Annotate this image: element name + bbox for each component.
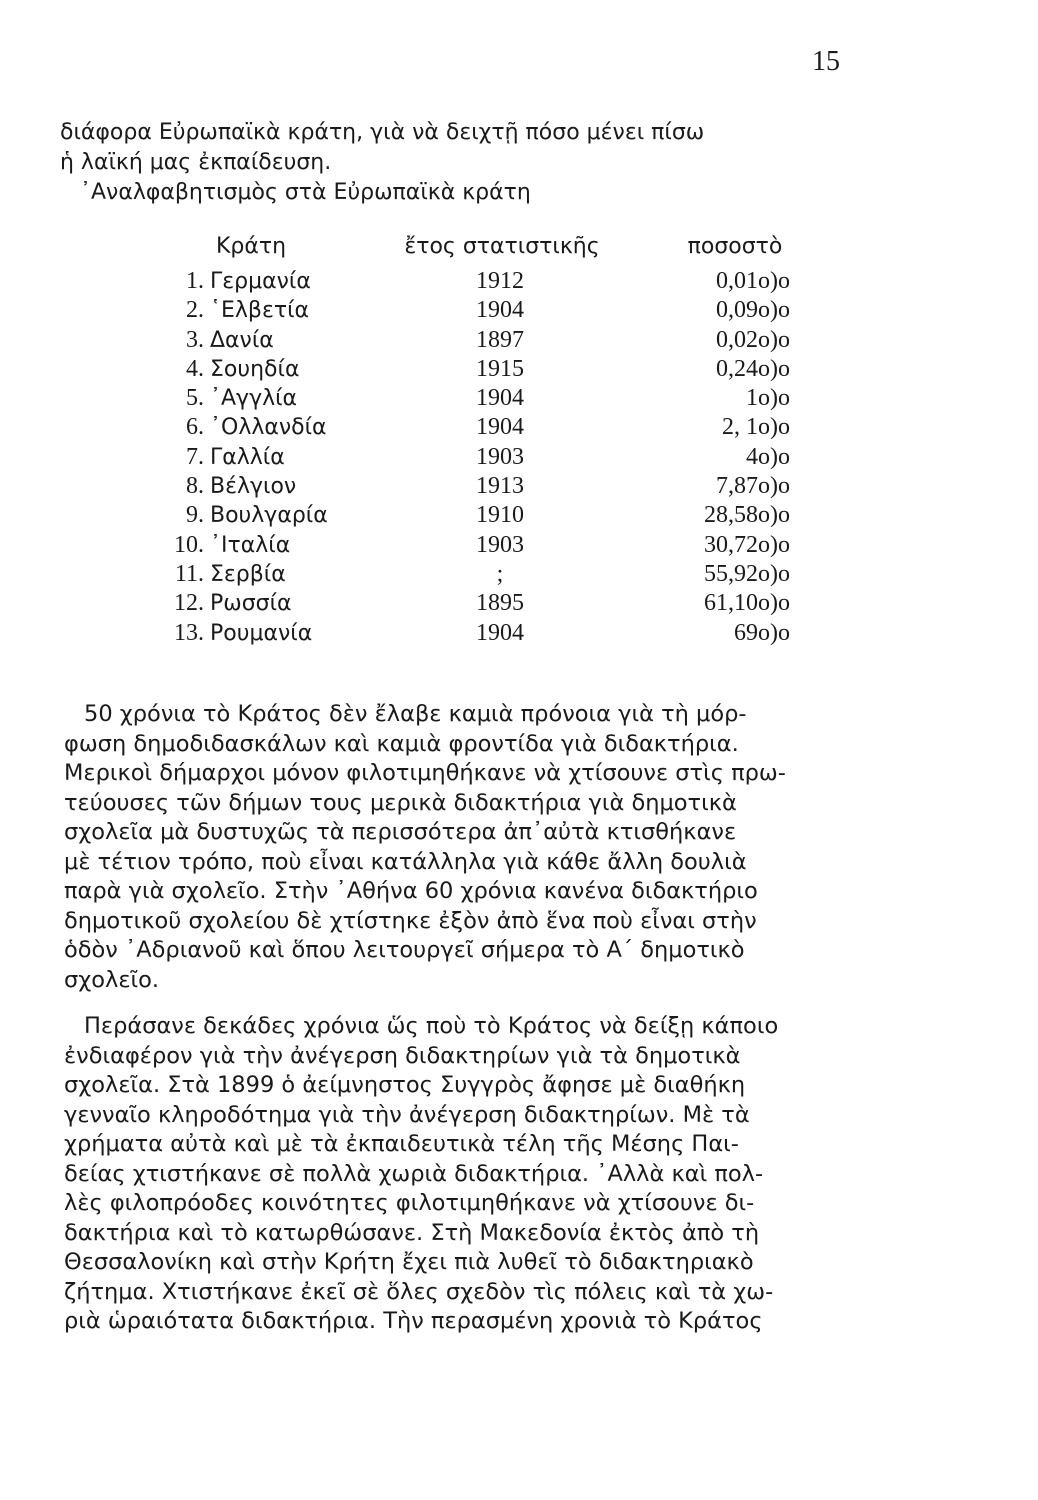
row-percent: 30,72ο)ο	[704, 531, 790, 558]
row-percent: 28,58ο)ο	[704, 502, 790, 529]
table-row	[160, 473, 810, 502]
row-year: 1904	[476, 619, 524, 646]
row-percent: 0,09ο)ο	[716, 297, 790, 324]
row-percent: 61,10ο)ο	[704, 590, 790, 617]
row-country: Σερβία	[210, 561, 286, 587]
row-number: 1.	[186, 268, 204, 294]
row-number: 7.	[186, 443, 204, 470]
text-line: φωση δημοδιδασκάλων καὶ καμιὰ φροντίδα γιὰ διδακτήρια.	[64, 730, 739, 757]
text-line: σχολεῖα. Στὰ 1899 ὁ ἀείμνηστος Συγγρὸς ἄφησε μὲ διαθήκη	[64, 1072, 746, 1098]
text-line: ριὰ ὡραιότατα διδακτήρια. Τὴν περασμένη χρονιὰ τὸ Κράτος	[64, 1308, 763, 1334]
row-percent: 69ο)ο	[734, 619, 790, 646]
row-number: 4.	[186, 355, 204, 382]
text-line: σχολεῖο.	[64, 966, 160, 993]
text-line: γενναῖο κληροδότημα γιὰ τὴν ἀνέγερση διδακτηρίων. Μὲ τὰ	[64, 1101, 750, 1128]
row-percent: 0,01ο)ο	[716, 268, 790, 294]
row-year: 1915	[476, 355, 524, 382]
text-line: Μερικοὶ δήμαρχοι μόνον φιλοτιμηθήκανε νὰ χτίσουνε στὶς πρω-	[64, 760, 786, 786]
row-country: ᾿Ολλανδία	[210, 415, 327, 441]
row-percent: 0,24ο)ο	[716, 355, 790, 382]
table-row	[160, 620, 810, 649]
row-year: ;	[496, 560, 504, 587]
row-country: Βουλγαρία	[210, 503, 328, 529]
text-line: ζήτημα. Χτιστήκανε ἐκεῖ σὲ ὅλες σχεδὸν τὶς πόλεις καὶ τὰ χω-	[64, 1278, 774, 1305]
row-year: 1910	[476, 502, 524, 529]
text-line: δημοτικοῦ σχολείου δὲ χτίστηκε ἐξὸν ἀπὸ ἕνα ποὺ εἶναι στὴν	[64, 907, 757, 934]
row-country: Σουηδία	[210, 356, 300, 382]
text-line: ἡ λαϊκή μας ἐκπαίδευση.	[60, 150, 332, 175]
row-number: 6.	[186, 414, 204, 441]
text-line: Θεσσαλονίκη καὶ στὴν Κρήτη ἔχει πιὰ λυθεῖ τὸ διδακτηριακὸ	[64, 1249, 754, 1275]
text-line: δείας χτιστήκανε σὲ πολλὰ χωριὰ διδακτήρια. ᾿Αλλὰ καὶ πολ-	[64, 1160, 764, 1187]
row-percent: 55,92ο)ο	[704, 560, 790, 587]
row-country: ᾿Αγγλία	[210, 386, 298, 412]
header-country: Κράτη	[216, 234, 287, 259]
row-number: 2.	[186, 297, 204, 324]
row-year: 1904	[476, 385, 524, 412]
illiteracy-table	[160, 234, 810, 649]
row-percent: 7,87ο)ο	[716, 473, 790, 500]
row-number: 13.	[174, 619, 204, 646]
text-line: διάφορα Εὐρωπαϊκὰ κράτη, γιὰ νὰ δειχτῇ πόσο μένει πίσω	[60, 120, 705, 145]
text-line: ἐνδιαφέρον γιὰ τὴν ἀνέγερση διδακτηρίων γιὰ τὰ δημοτικὰ	[64, 1042, 741, 1069]
row-number: 5.	[186, 385, 204, 412]
table-row	[160, 414, 810, 443]
table-caption: ᾿Αναλφαβητισμὸς στὰ Εὐρωπαϊκὰ κράτη	[80, 180, 531, 205]
text-line: μὲ τέτιον τρόπο, ποὺ εἶναι κατάλληλα γιὰ κάθε ἄλλη δουλιὰ	[64, 848, 747, 875]
row-number: 9.	[186, 502, 204, 529]
table-row	[160, 561, 810, 590]
table-row	[160, 327, 810, 356]
paragraph-school-building	[64, 1012, 924, 1337]
text-line: Περάσανε δεκάδες χρόνια ὥς ποὺ τὸ Κράτος νὰ δείξῃ κάποιο	[84, 1013, 779, 1039]
row-year: 1904	[476, 414, 524, 441]
text-line: τεύουσες τῶν δήμων τους μερικὰ διδακτήρια γιὰ δημοτικὰ	[64, 789, 737, 816]
row-country: Ρουμανία	[210, 620, 313, 646]
row-country: ᾿Ιταλία	[210, 532, 291, 558]
row-country: Βέλγιον	[210, 474, 297, 500]
row-number: 8.	[186, 473, 204, 500]
row-year: 1913	[476, 473, 524, 500]
row-country: Γαλλία	[210, 444, 285, 470]
row-country: Γερμανία	[210, 269, 311, 294]
intro-text	[60, 118, 930, 208]
row-year: 1904	[476, 297, 524, 324]
row-percent: 1ο)ο	[746, 385, 790, 412]
text-line: ὁδὸν ᾿Αδριανοῦ καὶ ὅπου λειτουργεῖ σήμερα τὸ Α΄ δημοτικὸ	[64, 937, 745, 963]
table-header	[160, 234, 810, 268]
table-row	[160, 385, 810, 414]
header-percent: ποσοστὸ	[687, 234, 783, 259]
row-number: 3.	[186, 326, 204, 353]
table-row	[160, 532, 810, 561]
table-row	[160, 444, 810, 473]
row-year: 1912	[476, 268, 524, 294]
text-line: χρήματα αὐτὰ καὶ μὲ τὰ ἐκπαιδευτικὰ τέλη τῆς Μέσης Παι-	[64, 1131, 739, 1157]
row-country: ῾Ελβετία	[210, 298, 310, 324]
row-year: 1897	[476, 326, 524, 353]
row-number: 11.	[174, 560, 204, 587]
table-row	[160, 268, 810, 297]
row-percent: 0,02ο)ο	[716, 326, 790, 353]
row-year: 1903	[476, 531, 524, 558]
page-number: 15	[812, 46, 840, 77]
row-year: 1895	[476, 590, 524, 617]
text-line: σχολεῖα μὰ δυστυχῶς τὰ περισσότερα ἀπ᾿αὐτὰ κτισθήκανε	[64, 819, 737, 845]
table-row	[160, 502, 810, 531]
text-line: λὲς φιλοπρόοδες κοινότητες φιλοτιμηθήκανε νὰ χτίσουνε δι-	[64, 1190, 755, 1216]
row-country: Δανία	[210, 327, 274, 353]
row-percent: 2, 1ο)ο	[722, 414, 790, 441]
table-row	[160, 297, 810, 326]
table-row	[160, 590, 810, 619]
header-year: ἔτος στατιστικῆς	[404, 234, 600, 259]
paragraph-schools-neglect	[64, 700, 924, 995]
row-percent: 4ο)ο	[746, 443, 790, 470]
text-line: δακτήρια καὶ τὸ κατωρθώσανε. Στὴ Μακεδονία ἐκτὸς ἀπὸ τὴ	[64, 1219, 760, 1246]
text-line: παρὰ γιὰ σχολεῖο. Στὴν ᾿Αθήνα 60 χρόνια κανένα διδακτήριο	[64, 878, 758, 904]
row-number: 12.	[174, 590, 204, 617]
row-country: Ρωσσία	[210, 591, 292, 617]
row-number: 10.	[174, 531, 204, 558]
text-line: 50 χρόνια τὸ Κράτος δὲν ἔλαβε καμιὰ πρόνοια γιὰ τὴ μόρ-	[84, 701, 747, 727]
row-year: 1903	[476, 443, 524, 470]
table-row	[160, 356, 810, 385]
